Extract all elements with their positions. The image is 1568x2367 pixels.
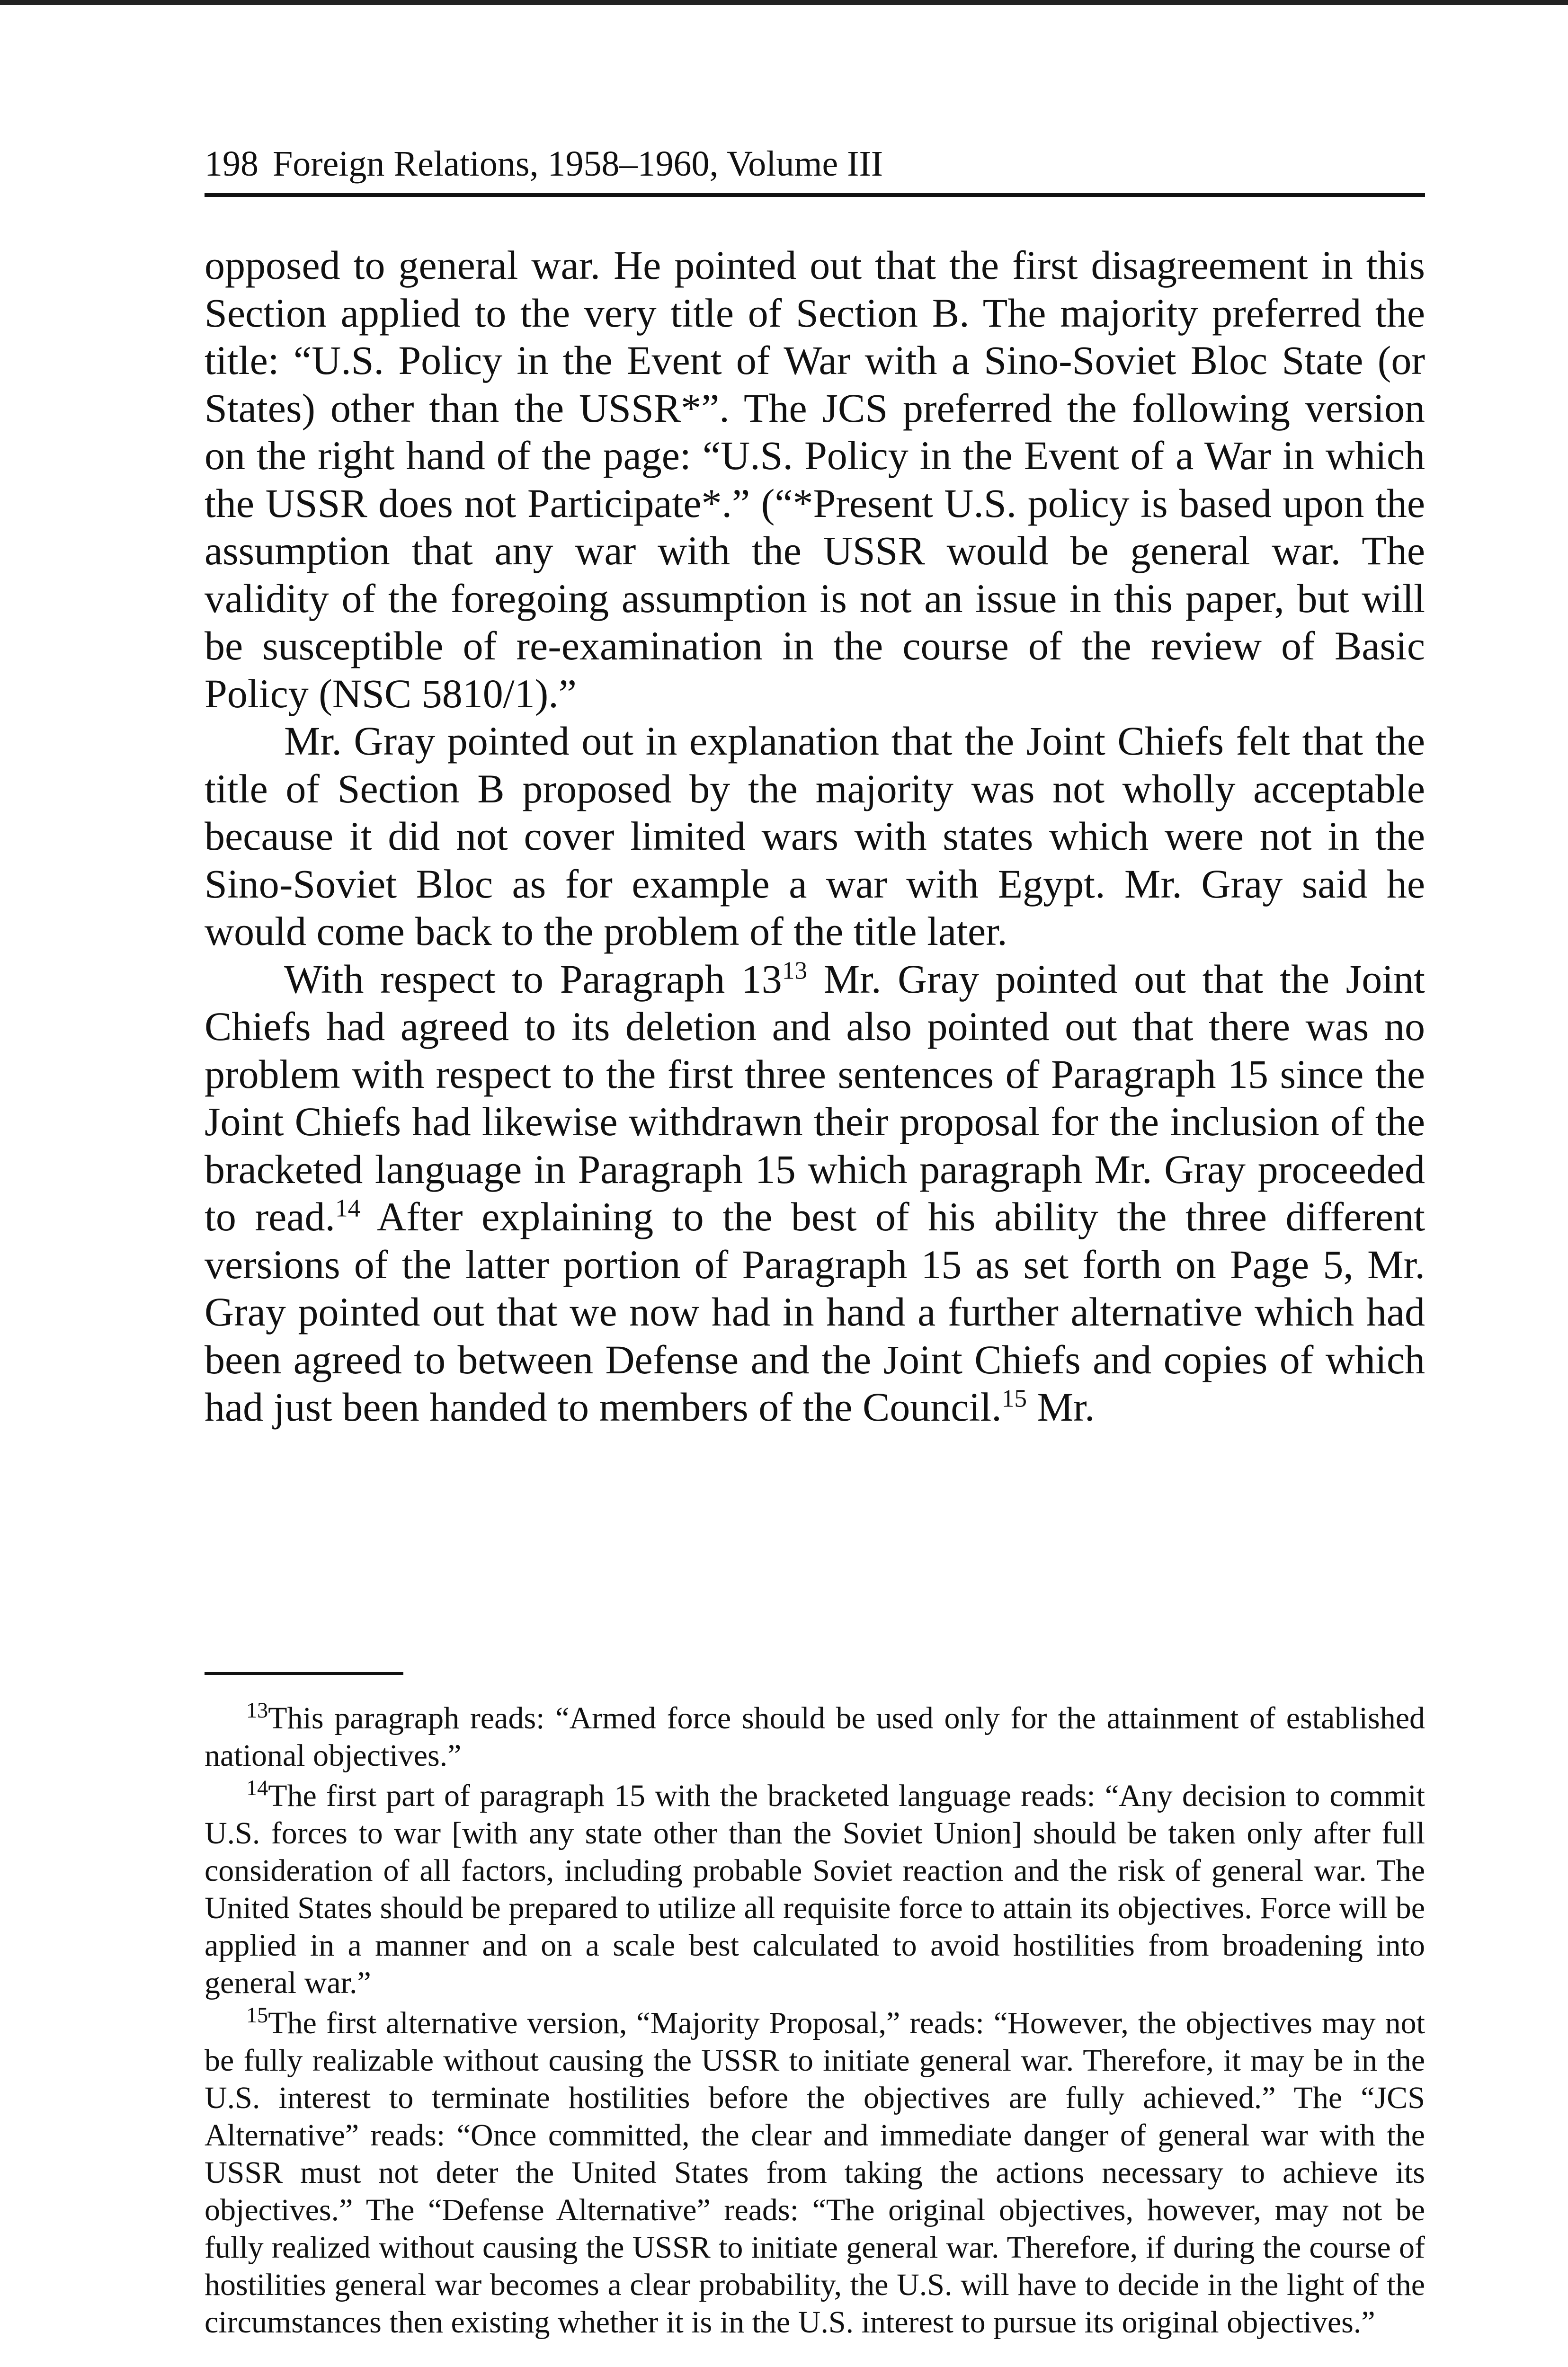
page-number: 198 bbox=[205, 144, 258, 184]
footnote-ref-13[interactable]: 13 bbox=[782, 955, 808, 984]
footnote-mark: 15 bbox=[246, 2003, 268, 2027]
paragraph-1: opposed to general war. He pointed out that the first disagreement in this Section applied to the very title of Section B. The majority preferred the title: “U.S. Policy in the Event of War with a Sino-Soviet Bloc State (or States) other than the USSR*”. The JCS preferred the following version on the right hand of the page: “U.S. Policy in the Event of a War in which the USSR does not Participate*.” (“*Present U.S. policy is based upon the assumption that any war with the USSR would be general war. The validity of the foregoing assumption is not an issue in this paper, but will be susceptible of re-examination in the course of the review of Basic Policy (NSC 5810/1).” bbox=[205, 242, 1425, 716]
footnote-separator bbox=[205, 1672, 403, 1675]
paragraph-2: Mr. Gray pointed out in explanation that the Joint Chiefs felt that the title of Section B proposed by the majority was not wholly acceptable because it did not cover limited wars with states which were not in the Sino-Soviet Bloc as for example a war with Egypt. Mr. Gray said he would come back to the problem of the title later. bbox=[205, 718, 1425, 954]
header-rule bbox=[205, 193, 1425, 197]
footnote-ref-15[interactable]: 15 bbox=[1001, 1384, 1027, 1413]
paragraph-3-part-b: Mr. Gray pointed out that the Joint Chiefs had agreed to its deletion and also pointed out that there was no problem with respect to the first three sentences of Paragraph 15 since the Joint Chiefs had likewise withdrawn their proposal for the inclusion of the bracketed language in Paragraph 15 which paragraph Mr. Gray proceeded to read. bbox=[205, 956, 1425, 1239]
paragraph-3-part-d: Mr. bbox=[1027, 1384, 1095, 1430]
footnote-mark: 14 bbox=[246, 1776, 268, 1800]
footnote-mark: 13 bbox=[246, 1698, 268, 1722]
running-title: Foreign Relations, 1958–1960, Volume III bbox=[273, 144, 883, 184]
paragraph-3 bbox=[205, 955, 1425, 1431]
paragraph-3-part-c: After explaining to the best of his ability the three different versions of the latter portion of Paragraph 15 as set forth on Page 5, Mr. Gray pointed out that we now had in hand a further alternative which had been agreed to between Defense and the Joint Chiefs and copies of which had just been handed to members of the Council. bbox=[205, 1194, 1425, 1430]
footnote-13 bbox=[205, 1700, 1425, 1774]
footnote-text: The first alternative version, “Majority Proposal,” reads: “However, the objectives may not be fully realizable without causing the USSR to initiate general war. Therefore, it may be in the U.S. interest to terminate hostilities before the objectives are fully achieved.” The “JCS Alternative” reads: “Once committed, the clear and immediate danger of general war with the USSR must not deter the United States from taking the actions necessary to achieve its objectives.” The “Defense Alternative” reads: “The original objectives, however, may not be fully realized without causing the USSR to initiate general war. Therefore, if during the course of hostilities general war becomes a clear probability, the U.S. will have to decide in the light of the circumstances then existing whether it is in the U.S. interest to pursue its original objectives.” bbox=[205, 2006, 1425, 2340]
main-text bbox=[205, 241, 1425, 1431]
footnote-ref-14[interactable]: 14 bbox=[335, 1193, 361, 1222]
top-edge-rule bbox=[0, 0, 1568, 5]
running-header bbox=[205, 140, 1425, 187]
footnotes bbox=[205, 1700, 1425, 2344]
footnote-14 bbox=[205, 1777, 1425, 2002]
footnote-text: The first part of paragraph 15 with the bracketed language reads: “Any decision to commit U.S. forces to war [with any state other than the Soviet Union] should be taken only after full consideration of all factors, including probable Soviet reaction and the risk of general war. The United States should be prepared to utilize all requisite force to attain its objectives. Force will be applied in a manner and on a scale best calculated to avoid hostilities from broadening into general war.” bbox=[205, 1779, 1425, 2000]
footnote-text: This paragraph reads: “Armed force should be used only for the attainment of established national objectives.” bbox=[205, 1701, 1425, 1773]
paragraph-3-part-a: With respect to Paragraph 13 bbox=[284, 956, 782, 1002]
footnote-15 bbox=[205, 2004, 1425, 2341]
